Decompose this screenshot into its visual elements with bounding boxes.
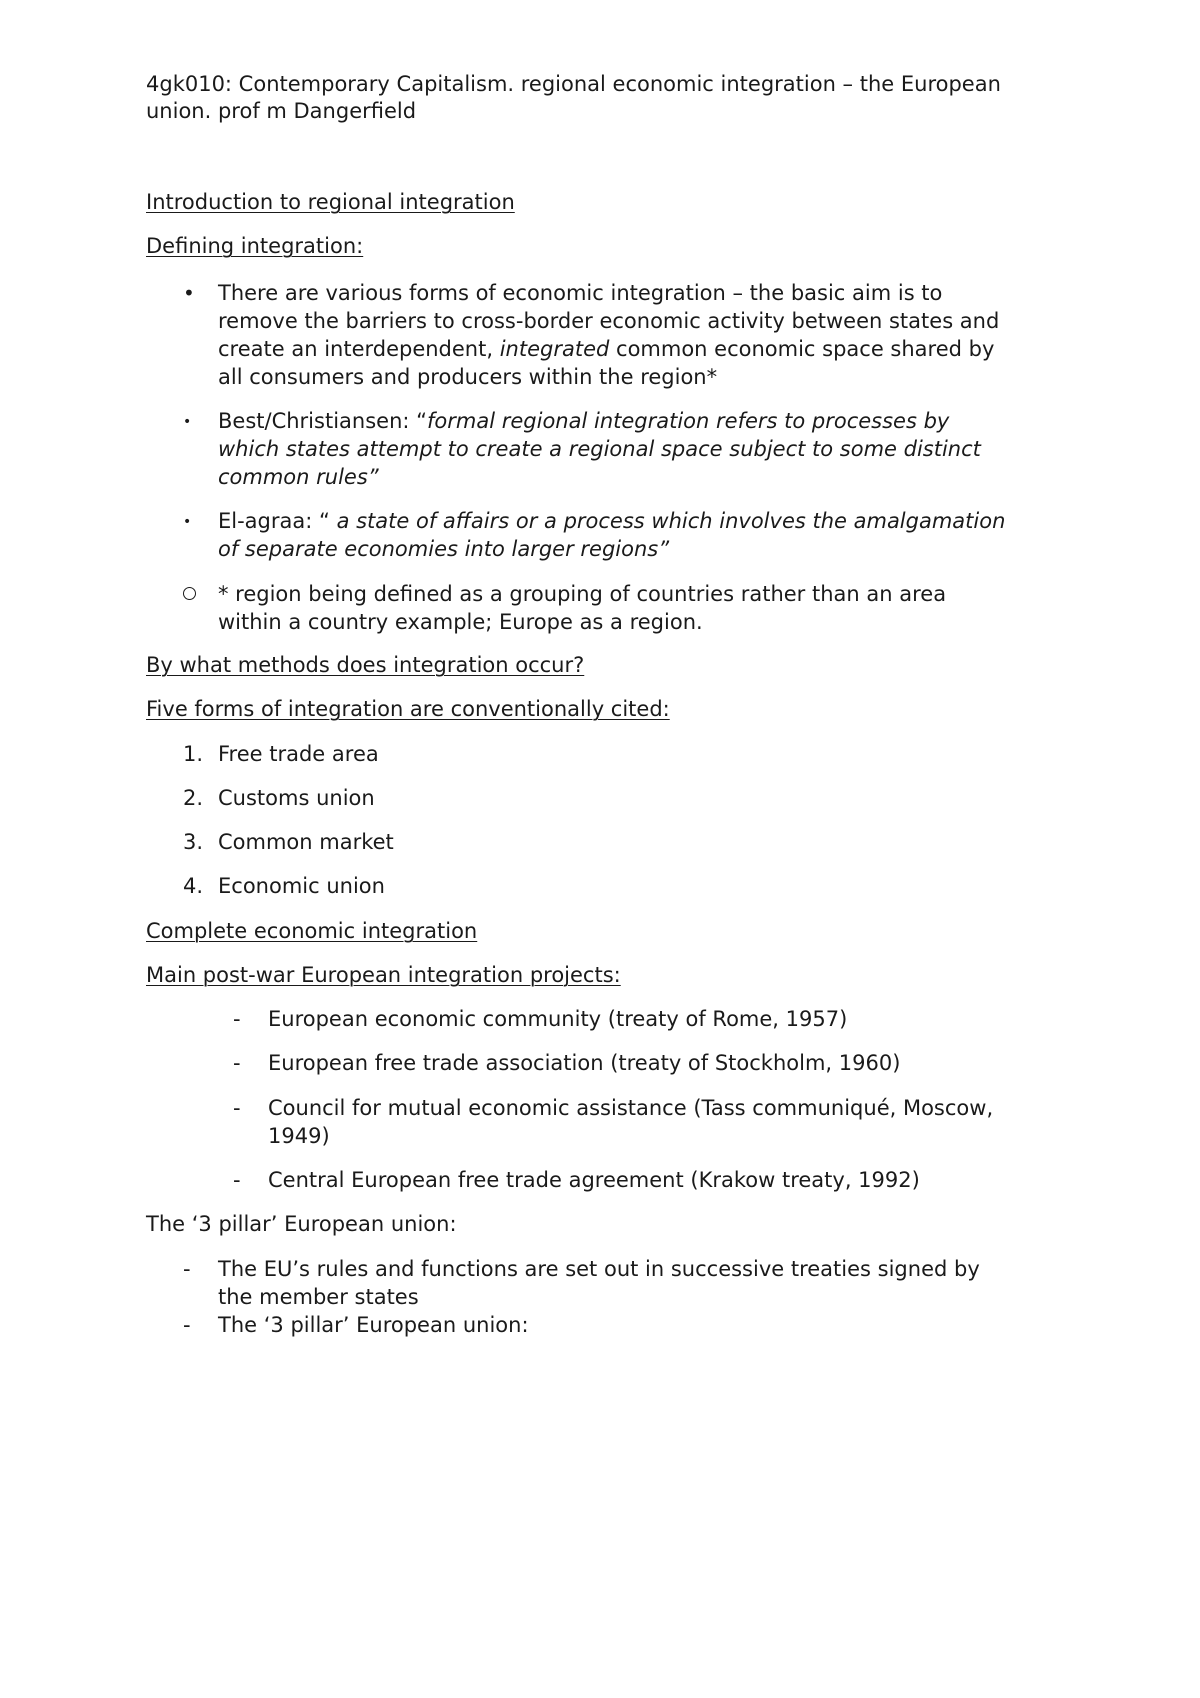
dash-marker: -: [183, 1313, 191, 1337]
bullet-1-line-3: [218, 335, 994, 363]
project-item-3-line-1: Council for mutual economic assistance (Tass communiqué, Moscow,: [268, 1096, 994, 1120]
bullet-2-lead: Best/Christiansen: “: [218, 409, 428, 433]
list-number: 4.: [183, 874, 204, 898]
section-heading-intro-text: Introduction to regional integration: [146, 190, 515, 214]
bullet-3-quote-1: a state of affairs or a process which involves the amalgamation: [336, 509, 1006, 533]
project-item-3-line-2: 1949): [268, 1124, 330, 1148]
list-item: Economic union: [218, 874, 385, 898]
project-item-2: European free trade association (treaty of Stockholm, 1960): [268, 1051, 901, 1075]
dash-marker: -: [233, 1096, 241, 1120]
dash-marker: -: [183, 1257, 191, 1281]
bullet-2-line-2: which states attempt to create a regional space subject to some distinct: [218, 437, 981, 461]
bullet-2-quote-1: formal regional integration refers to processes by: [427, 409, 950, 433]
section-subheading-five-forms: [146, 695, 1066, 723]
bullet-3-lead: El-agraa: “: [218, 509, 337, 533]
bullet-1-line-1: There are various forms of economic integration – the basic aim is to: [218, 281, 943, 305]
list-number: 1.: [183, 742, 204, 766]
section-heading-methods-text: By what methods does integration occur?: [146, 653, 585, 677]
bullet-1-line-3a: create an interdependent,: [218, 337, 500, 361]
bullet-2-line-1: [218, 407, 949, 435]
bullet-2-line-3: common rules”: [218, 465, 379, 489]
pillar-item-1-line-1: The EU’s rules and functions are set out in successive treaties signed by: [218, 1257, 980, 1281]
section-heading-intro: [146, 188, 1066, 216]
dash-marker: -: [233, 1051, 241, 1075]
bullet-3-line-2: of separate economies into larger regions”: [218, 537, 670, 561]
bullet-1-line-2: remove the barriers to cross-border economic activity between states and: [218, 309, 1000, 333]
section-heading-defining-text: Defining integration:: [146, 234, 364, 258]
list-item: Customs union: [218, 786, 375, 810]
list-item: Common market: [218, 830, 394, 854]
project-item-4: Central European free trade agreement (Krakow treaty, 1992): [268, 1168, 920, 1192]
list-number: 2.: [183, 786, 204, 810]
bullet-1-line-3c: common economic space shared by: [609, 337, 995, 361]
list-item: Free trade area: [218, 742, 379, 766]
document-title-line-2: union. prof m Dangerfield: [146, 99, 417, 123]
section-heading-complete-text: Complete economic integration: [146, 919, 478, 943]
note-line-2: within a country example; Europe as a region.: [218, 610, 703, 634]
section-subheading-five-forms-text: Five forms of integration are conventionally cited:: [146, 697, 670, 721]
pillar-item-1-line-2: the member states: [218, 1285, 419, 1309]
pillar-item-2: The ‘3 pillar’ European union:: [218, 1313, 529, 1337]
section-heading-projects-text: Main post-war European integration projects:: [146, 963, 621, 987]
section-heading-complete: [146, 917, 1066, 945]
note-line-1: * region being defined as a grouping of countries rather than an area: [218, 582, 947, 606]
bullet-marker: •: [183, 281, 195, 305]
section-heading-projects: [146, 961, 1066, 989]
circle-bullet-icon: [183, 587, 196, 600]
list-number: 3.: [183, 830, 204, 854]
dash-marker: -: [233, 1007, 241, 1031]
document-title-line-1: 4gk010: Contemporary Capitalism. regional economic integration – the European: [146, 72, 1001, 96]
bullet-marker: •: [183, 414, 192, 430]
section-heading-defining: [146, 232, 1066, 260]
dash-marker: -: [233, 1168, 241, 1192]
project-item-1: European economic community (treaty of Rome, 1957): [268, 1007, 848, 1031]
bullet-1-integrated-italic: integrated: [499, 337, 610, 361]
bullet-3-line-1: [218, 507, 1005, 535]
bullet-1-line-4: all consumers and producers within the region*: [218, 365, 718, 389]
section-heading-pillar: The ‘3 pillar’ European union:: [146, 1212, 457, 1236]
bullet-marker: •: [183, 514, 192, 530]
section-heading-methods: [146, 651, 1066, 679]
